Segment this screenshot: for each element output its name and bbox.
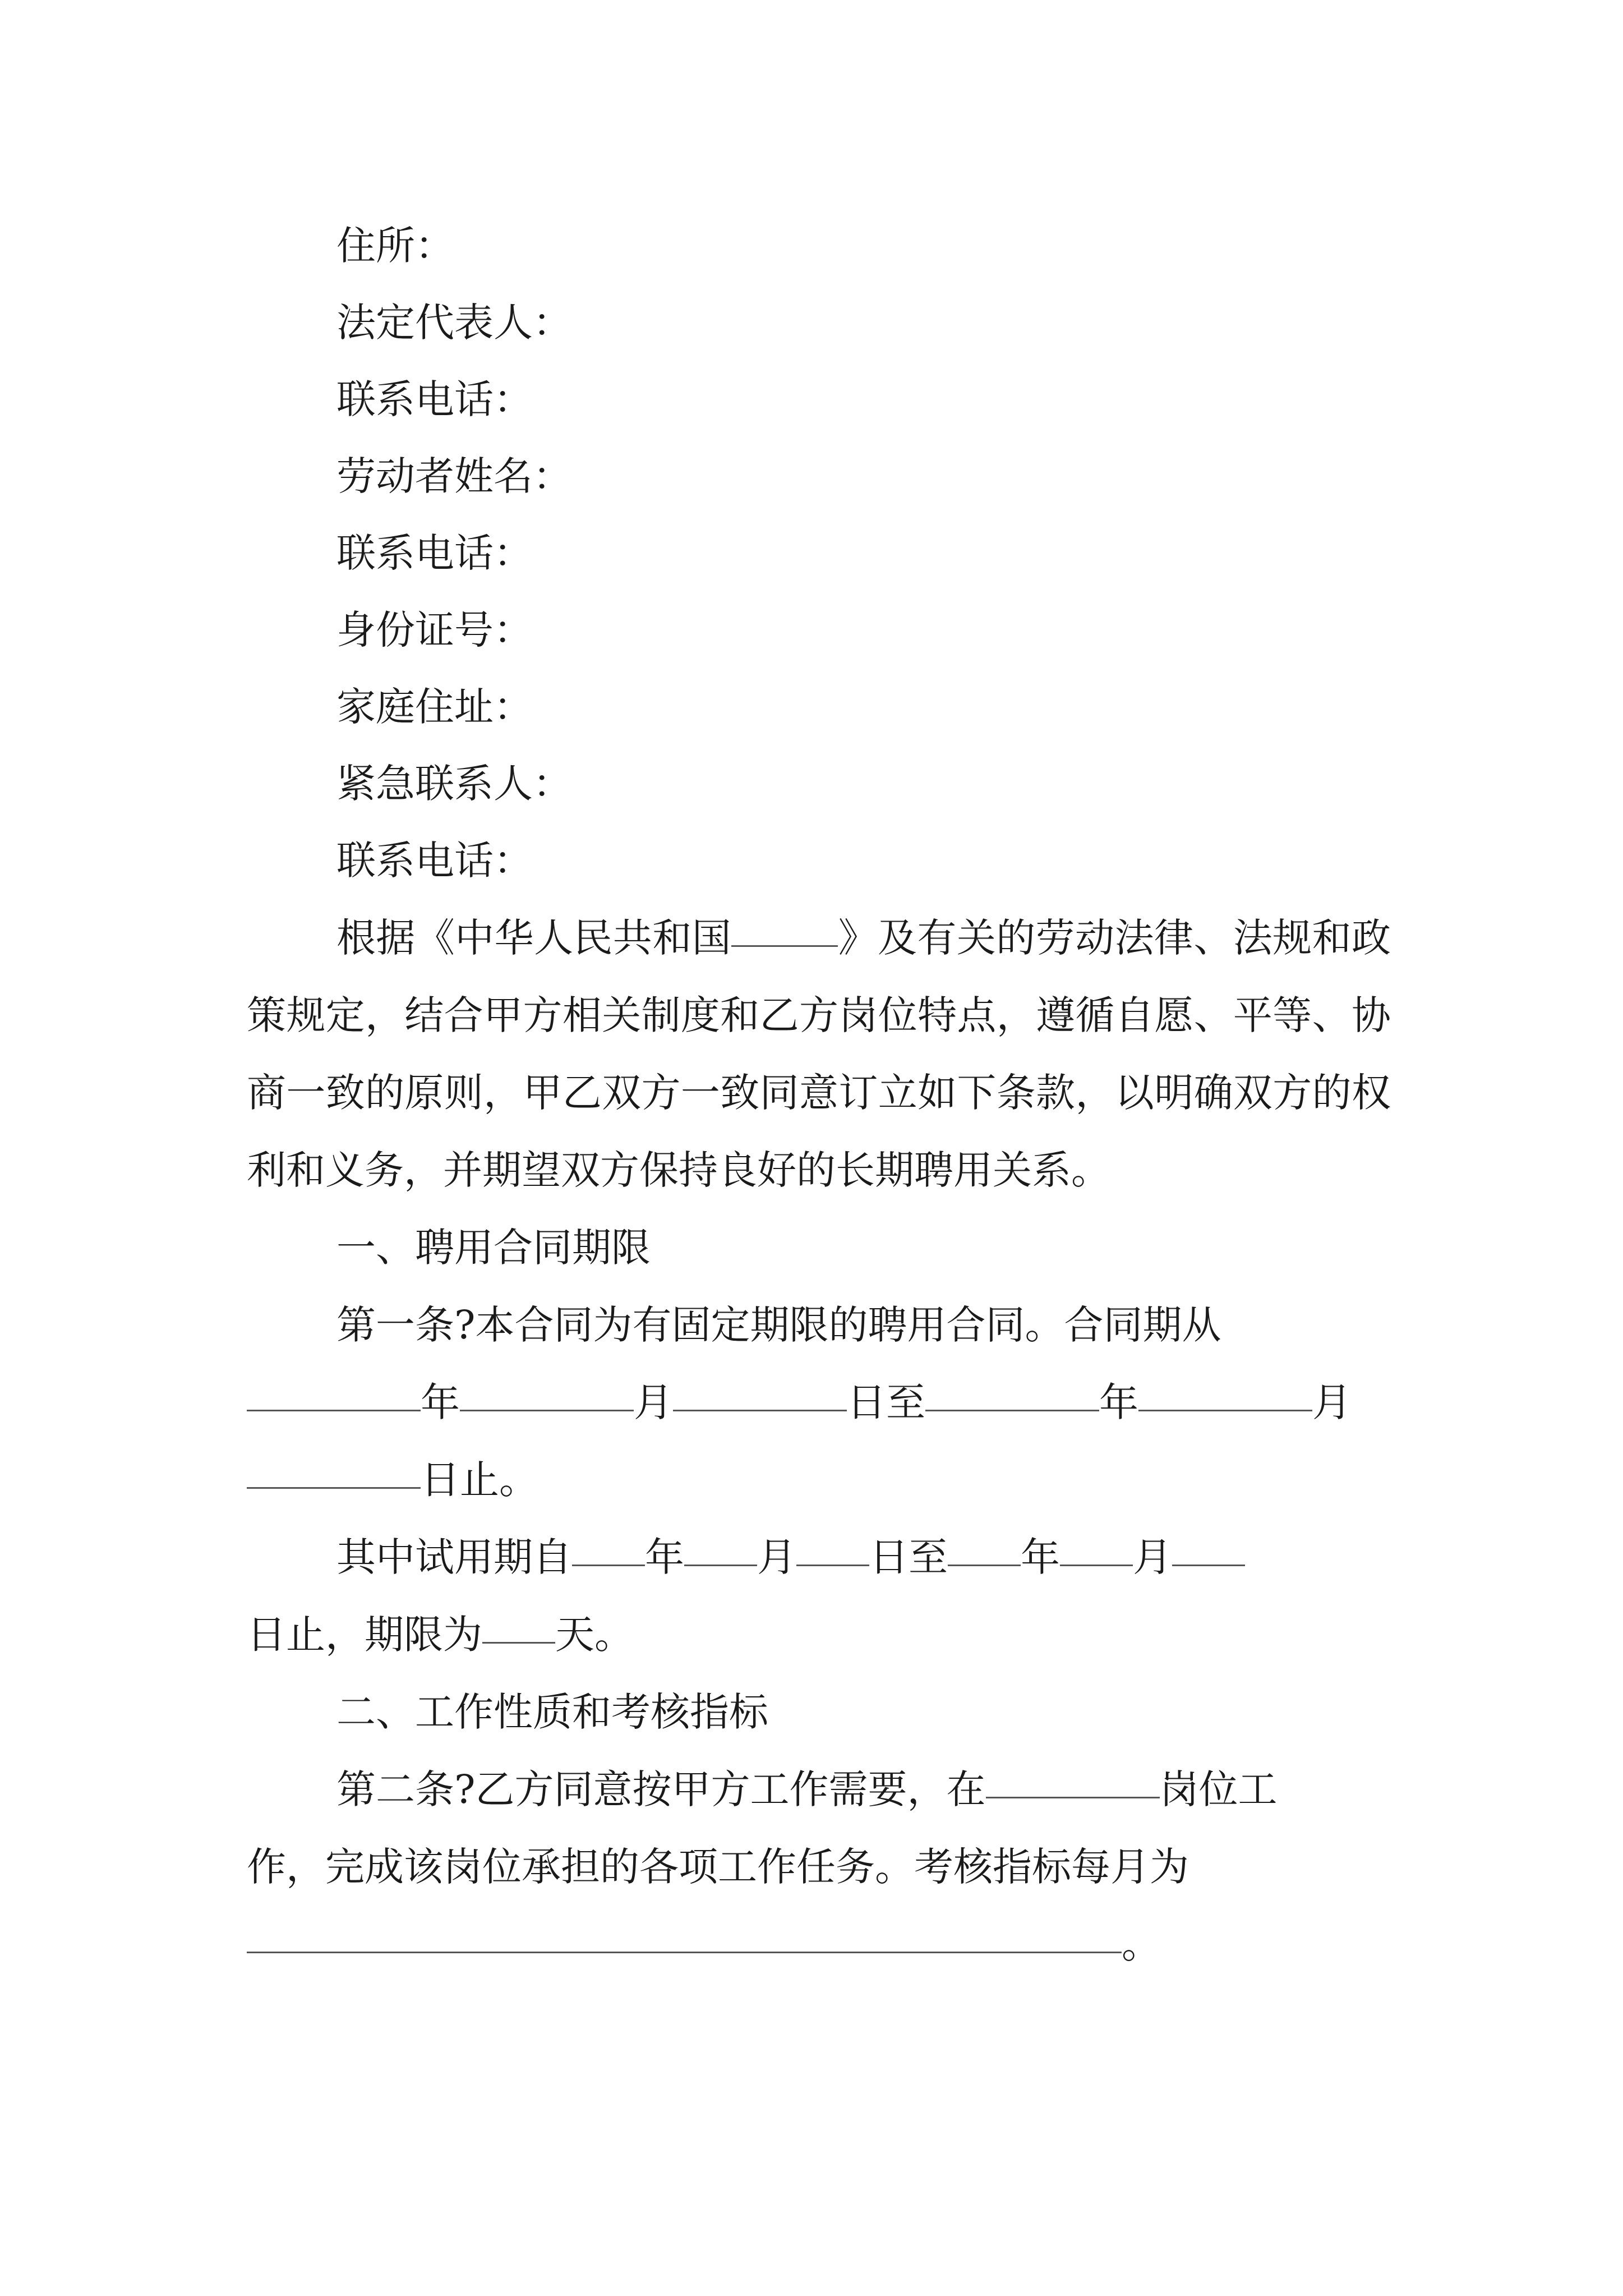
article2-line2: 作，完成该岗位承担的各项工作任务。考核指标每月为 — [247, 1844, 1189, 1890]
intro-paragraph — [247, 899, 1391, 1209]
field-address: 住所： — [336, 223, 454, 269]
probation-end-label: 日止，期限为 — [247, 1612, 482, 1658]
field-phone-emergency: 联系电话： — [336, 838, 533, 884]
prob-end-year-blank — [948, 1564, 1021, 1566]
section1-heading: 一、聘用合同期限 — [336, 1225, 651, 1271]
start-month-blank — [460, 1409, 634, 1411]
field-phone-worker: 联系电话： — [336, 530, 533, 576]
month-label: 月 — [757, 1534, 796, 1580]
probation-start-label: 其中试用期自 — [336, 1534, 572, 1580]
intro-part2: 》及有关的劳动法律、法规和政策规定，结合甲方相关制度和乙方岗位特点，遵循自愿、平等、协商一致的原则，甲乙双方一致同意订立如下条款，以明确双方的权利和义务，并期望双方保持良好的长期聘用关系。 — [247, 915, 1391, 1193]
day-to-label: 日至 — [869, 1534, 948, 1580]
field-id-number: 身份证号： — [336, 607, 533, 653]
month-label: 月 — [1312, 1379, 1352, 1425]
probation-line1 — [247, 1519, 1391, 1596]
probation-days-blank — [482, 1641, 555, 1644]
contract-body — [247, 208, 1391, 1983]
position-blank — [986, 1796, 1160, 1798]
probation-line2 — [247, 1596, 1391, 1673]
end-day-blank — [247, 1487, 421, 1489]
day-to-label: 日至 — [847, 1379, 925, 1425]
assessment-blank — [247, 1951, 1122, 1953]
article2-line1 — [247, 1751, 1391, 1828]
month-label: 月 — [634, 1379, 673, 1425]
end-month-blank — [1138, 1409, 1312, 1411]
year-label: 年 — [421, 1379, 460, 1425]
start-year-blank — [247, 1409, 421, 1411]
article2-part2: 岗位工 — [1159, 1766, 1278, 1812]
year-label: 年 — [1021, 1534, 1060, 1580]
law-name-blank — [731, 945, 838, 947]
year-label: 年 — [645, 1534, 684, 1580]
field-emergency-contact: 紧急联系人： — [336, 761, 572, 807]
article2-part1: 第二条?乙方同意按甲方工作需要，在 — [336, 1766, 986, 1812]
year-label: 年 — [1099, 1379, 1138, 1425]
article1-line3 — [247, 1441, 1391, 1519]
field-home-address: 家庭住址： — [336, 684, 533, 730]
days-label: 天。 — [555, 1612, 634, 1658]
day-end-label: 日止。 — [421, 1457, 538, 1503]
prob-end-day-blank — [1172, 1564, 1245, 1566]
month-label: 月 — [1133, 1534, 1172, 1580]
prob-start-month-blank — [684, 1564, 757, 1566]
period-mark: 。 — [1122, 1921, 1161, 1967]
start-day-blank — [673, 1409, 847, 1411]
article1-line1: 第一条?本合同为有固定期限的聘用合同。合同期从 — [336, 1302, 1221, 1348]
end-year-blank — [925, 1409, 1099, 1411]
article2-line3 — [247, 1906, 1391, 1983]
section2-heading: 二、工作性质和考核指标 — [336, 1689, 768, 1735]
field-legal-representative: 法定代表人： — [336, 300, 572, 346]
prob-start-year-blank — [572, 1564, 645, 1566]
field-worker-name: 劳动者姓名： — [336, 453, 572, 499]
prob-end-month-blank — [1060, 1564, 1133, 1566]
article1-line2 — [247, 1364, 1391, 1441]
field-phone-employer: 联系电话： — [336, 376, 533, 422]
intro-part1: 根据《中华人民共和国 — [336, 915, 732, 961]
prob-start-day-blank — [796, 1564, 869, 1566]
